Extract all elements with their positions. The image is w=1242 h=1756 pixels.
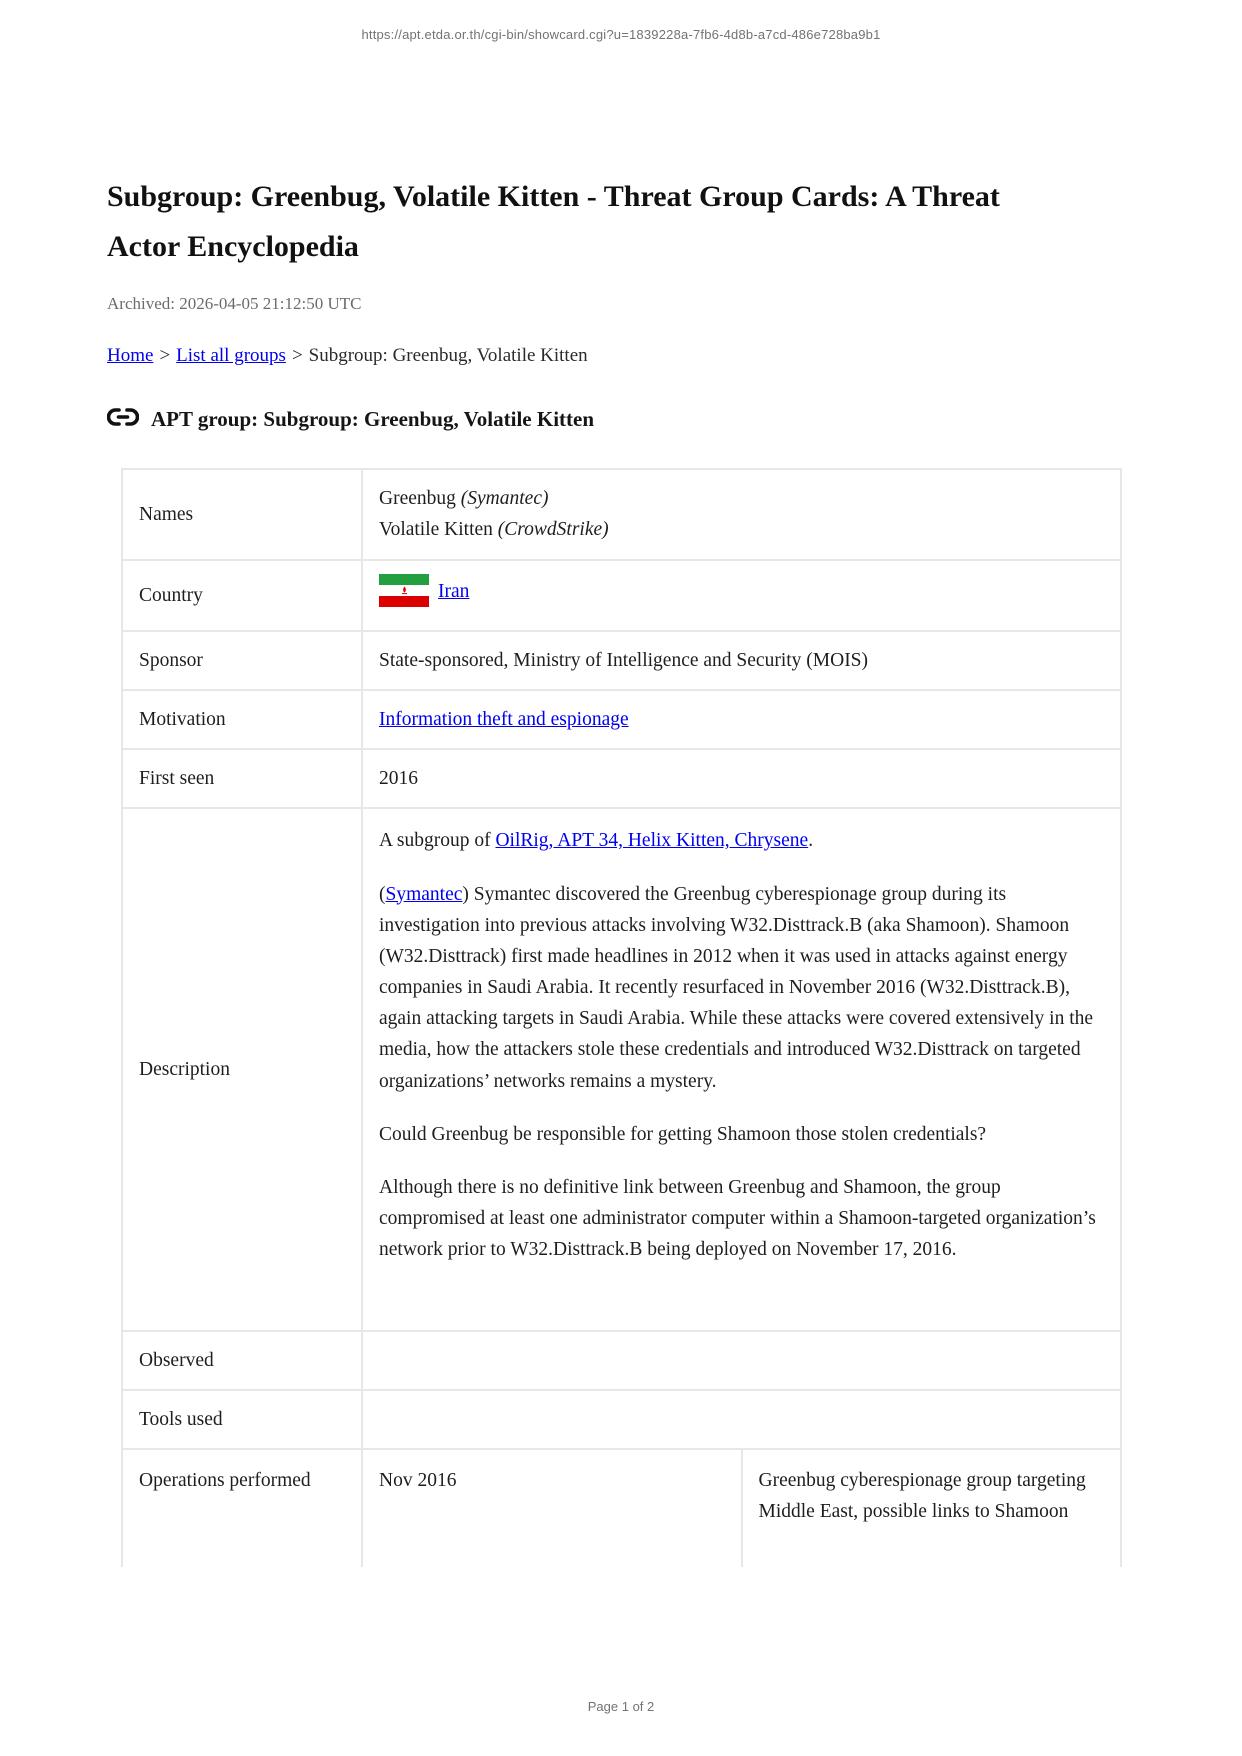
- table-row-tools-used: [122, 1390, 1121, 1449]
- motivation-label: Motivation: [122, 690, 362, 749]
- name-source: (CrowdStrike): [497, 519, 609, 541]
- first-seen-label: First seen: [122, 749, 362, 808]
- breadcrumb-current: Subgroup: Greenbug, Volatile Kitten: [308, 345, 588, 367]
- description-paragraph: Although there is no definitive link between Greenbug and Shamoon, the group compromised at least one administrator computer within a Shamoon-targeted organization’s network prior to W32.Disttrack.B being deployed on November 17, 2016.: [379, 1177, 1096, 1261]
- link-icon: [107, 405, 139, 429]
- name-text: Volatile Kitten: [379, 519, 498, 541]
- breadcrumb-separator: >: [291, 345, 303, 367]
- oilrig-link[interactable]: OilRig, APT 34, Helix Kitten, Chrysene: [495, 830, 809, 852]
- description-text: ) Symantec discovered the Greenbug cyberespionage group during its investigation into previous attacks involving W32.Disttrack.B (aka Shamoon). Shamoon (W32.Disttrack) first made headlines in 2012 when it was used in attacks against energy companies in Saudi Arabia. It recently resurfaced in November 2016 (W32.Disttrack.B), again attacking targets in Saudi Arabia. While these attacks were covered extensively in the media, how the attackers stole these credentials and introduced W32.Disttrack on targeted organizations’ networks remains a mystery.: [379, 883, 1094, 1092]
- observed-label: Observed: [122, 1331, 362, 1390]
- motivation-link[interactable]: Information theft and espionage: [379, 708, 629, 730]
- first-seen-value: 2016: [362, 749, 1121, 808]
- description-text: A subgroup of: [379, 830, 496, 852]
- name-entry: [379, 483, 1104, 514]
- apt-group-heading: [107, 407, 1142, 432]
- operations-label: Operations performed: [122, 1449, 362, 1567]
- url-header-text: https://apt.etda.or.th/cgi-bin/showcard.cgi?u=1839228a-7fb6-4d8b-a7cd-486e728ba9b1: [361, 27, 881, 42]
- symantec-link[interactable]: Symantec: [385, 883, 463, 905]
- country-label: Country: [122, 560, 362, 631]
- name-source: (Symantec): [460, 488, 549, 510]
- table-row-names: [122, 469, 1121, 559]
- breadcrumb-separator: >: [159, 345, 171, 367]
- page-footer: [0, 1699, 1242, 1714]
- description-paragraph: Could Greenbug be responsible for getting Shamoon those stolen credentials?: [379, 1123, 987, 1145]
- iran-flag-icon: [379, 574, 429, 607]
- description-value: [362, 808, 1121, 1330]
- tools-used-value: [362, 1390, 1121, 1449]
- description-paragraph: [379, 825, 1102, 856]
- table-row-observed: [122, 1331, 1121, 1390]
- description-paragraph: [379, 879, 1102, 1097]
- sponsor-label: Sponsor: [122, 631, 362, 690]
- description-label: Description: [122, 808, 362, 1330]
- table-row-description: [122, 808, 1121, 1330]
- archived-timestamp: Archived: 2026-04-05 21:12:50 UTC: [107, 294, 362, 314]
- page-indicator: Page 1 of 2: [587, 1699, 655, 1714]
- name-text: Greenbug: [379, 488, 461, 510]
- name-entry: [379, 514, 1104, 545]
- description-text: .: [808, 830, 814, 852]
- names-label: Names: [122, 469, 362, 559]
- table-row-operations: [122, 1449, 1121, 1567]
- country-value: [362, 560, 1121, 631]
- names-value: [362, 469, 1121, 559]
- table-row-country: [122, 560, 1121, 631]
- table-row-first-seen: [122, 749, 1121, 808]
- breadcrumb-groups-link[interactable]: List all groups: [176, 345, 286, 367]
- description-text: (: [379, 883, 386, 905]
- iran-link[interactable]: Iran: [438, 581, 470, 603]
- iran-flag-emblem-icon: [379, 585, 429, 596]
- table-row-motivation: [122, 690, 1121, 749]
- tools-used-label: Tools used: [122, 1390, 362, 1449]
- threat-card-table: [121, 468, 1122, 1567]
- table-row-sponsor: [122, 631, 1121, 690]
- observed-value: [362, 1331, 1121, 1390]
- motivation-value: [362, 690, 1121, 749]
- sponsor-value: State-sponsored, Ministry of Intelligence and Security (MOIS): [362, 631, 1121, 690]
- breadcrumb: [107, 345, 1142, 367]
- page-title: Subgroup: Greenbug, Volatile Kitten - Threat Group Cards: A Threat Actor Encyclopedia: [107, 180, 1000, 264]
- article: [107, 172, 1142, 1567]
- apt-group-heading-text: APT group: Subgroup: Greenbug, Volatile Kitten: [151, 407, 595, 432]
- url-header: [0, 0, 1242, 42]
- operations-text: Greenbug cyberespionage group targeting Middle East, possible links to Shamoon: [742, 1449, 1122, 1567]
- breadcrumb-home-link[interactable]: Home: [107, 345, 154, 367]
- operations-date: Nov 2016: [362, 1449, 742, 1567]
